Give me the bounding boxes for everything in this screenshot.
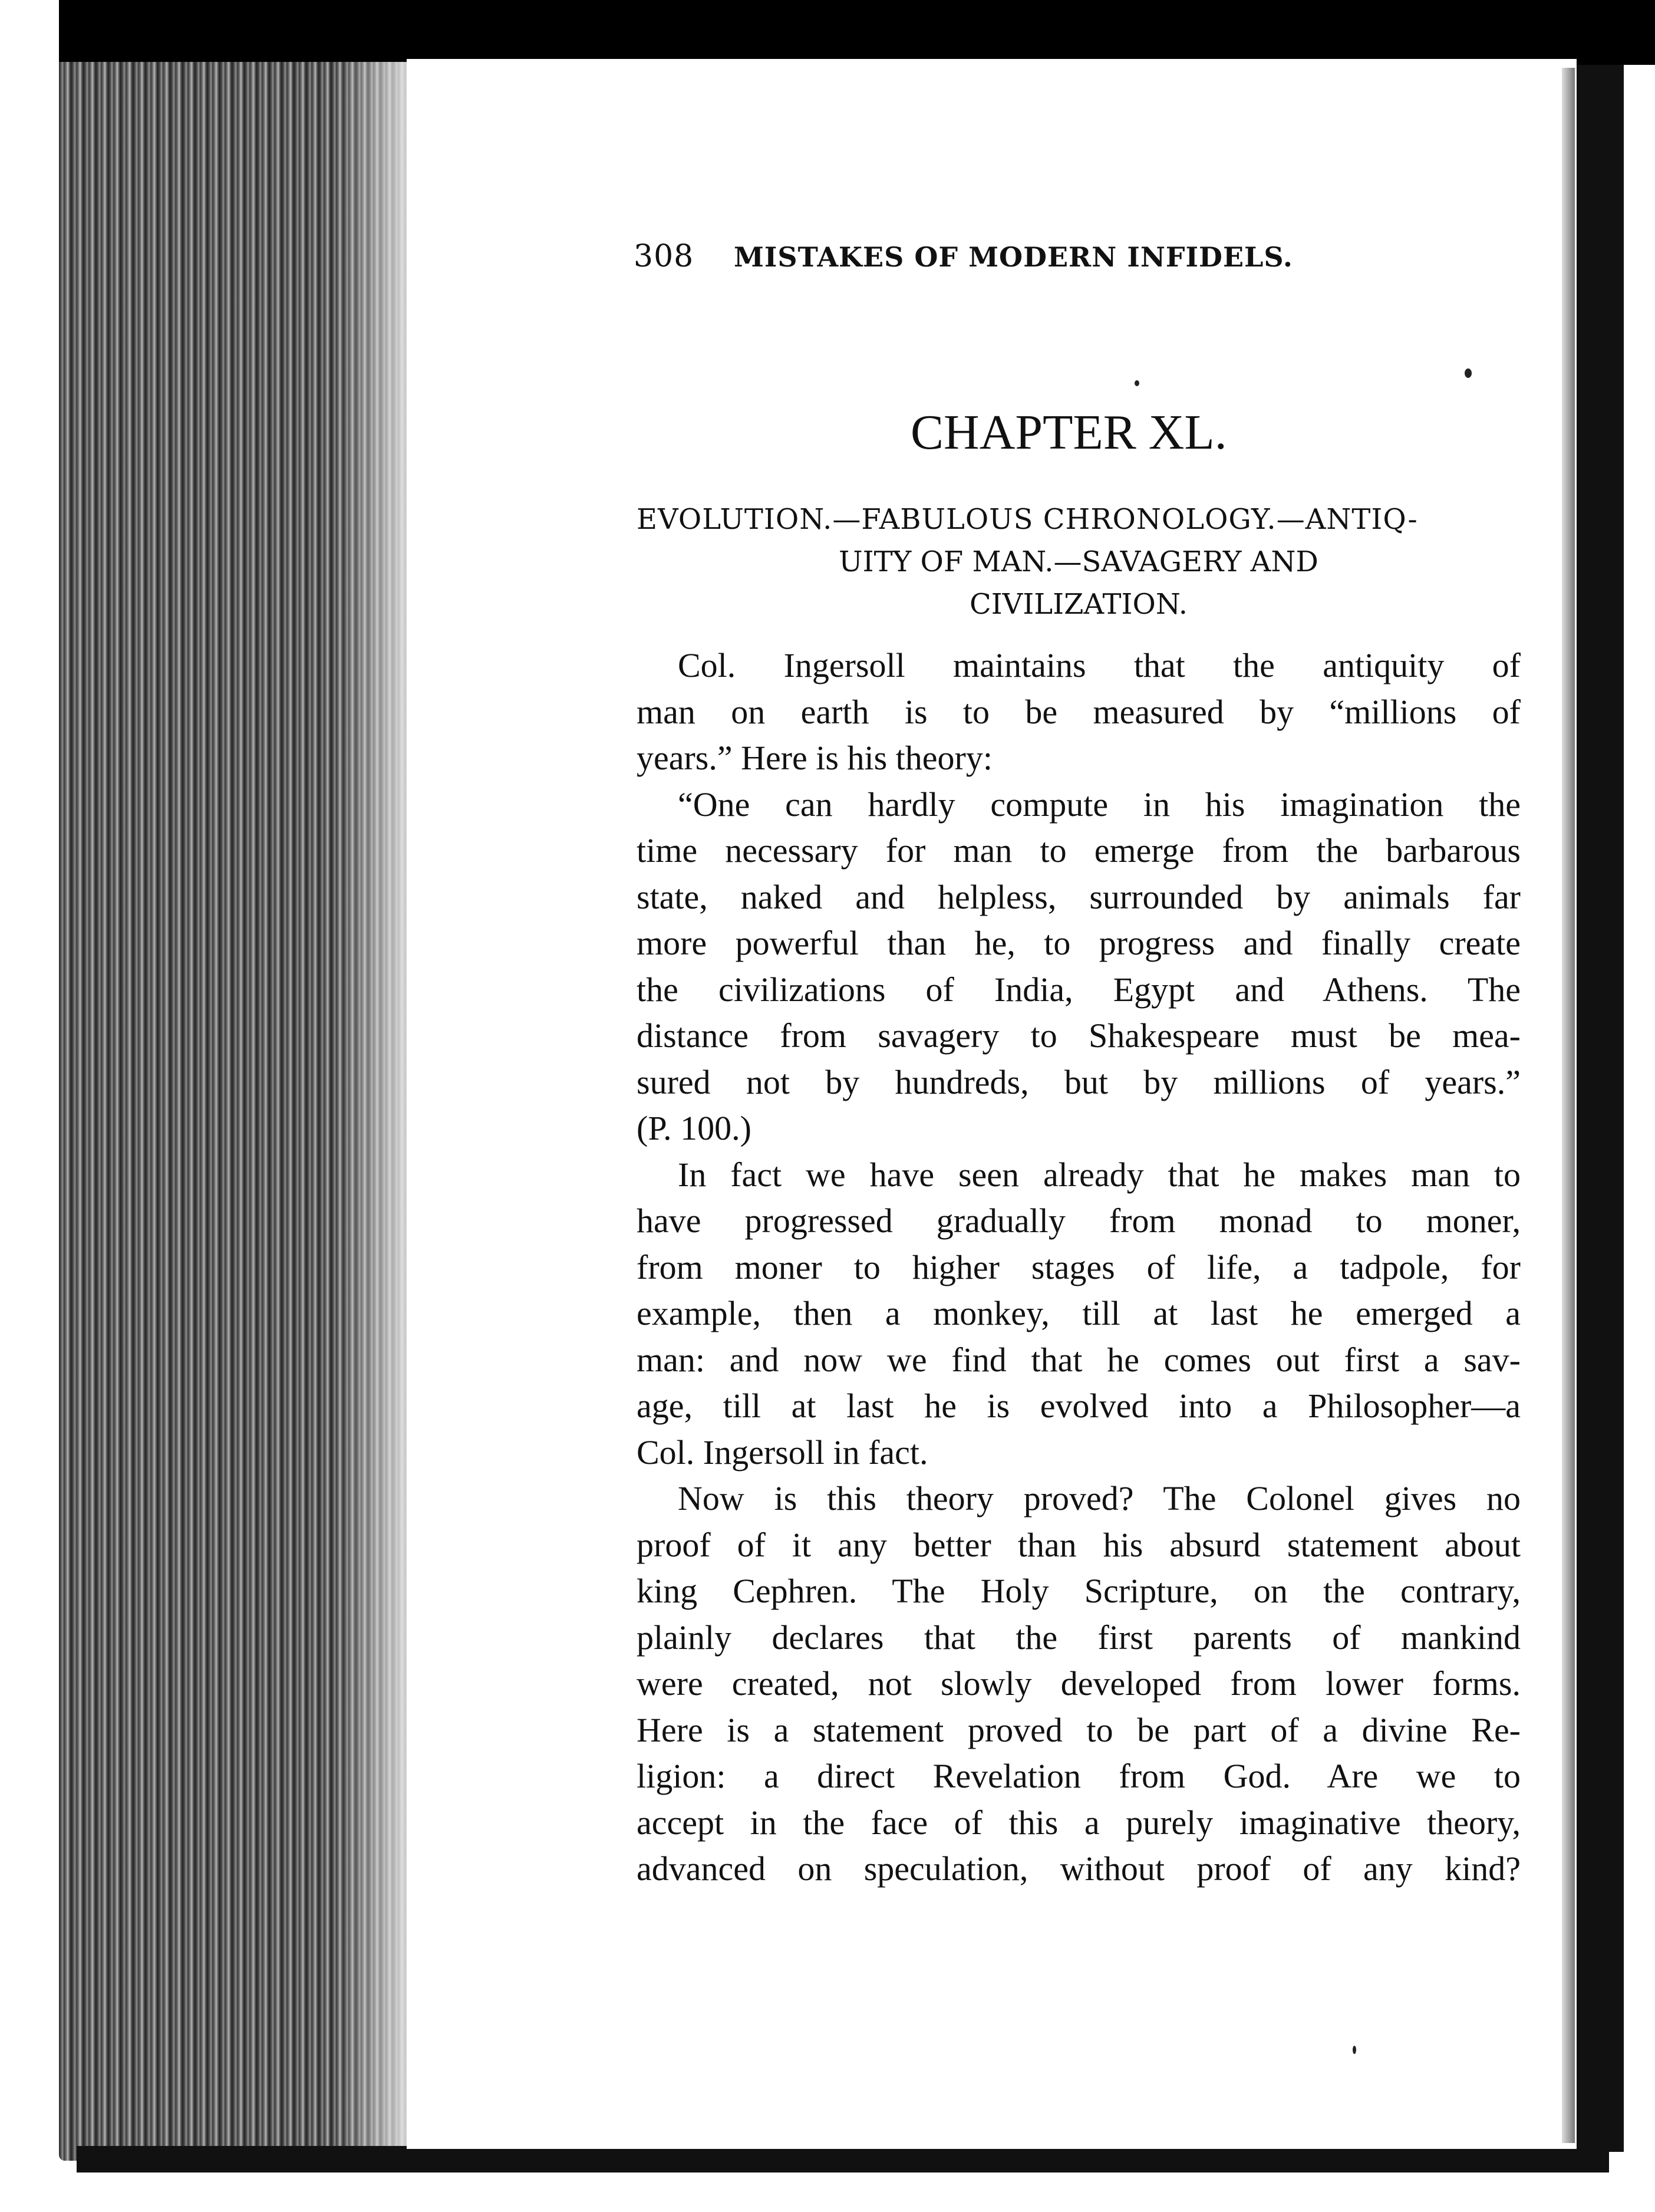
text-line: In fact we have seen already that he makes man to [678,1155,1521,1194]
chapter-subtitle-line: UITY OF MAN.—SAVAGERY AND [839,545,1318,578]
chapter-subtitle [637,498,1521,626]
text-line: years.” Here is his theory: [637,739,993,777]
text-line: from moner to higher stages of life, a tadpole, for [637,1247,1521,1286]
chapter-subtitle-line: EVOLUTION.—FABULOUS CHRONOLOGY.—ANTIQ- [637,503,1418,536]
text-line: Here is a statement proved to be part of a divine Re- [637,1710,1521,1749]
text-line: man: and now we find that he comes out first a sav- [637,1340,1521,1379]
text-line: king Cephren. The Holy Scripture, on the contrary, [637,1572,1521,1610]
book-bottom-edge [77,2146,1609,2172]
text-line: were created, not slowly developed from lower forms. [637,1664,1521,1703]
page-number: 308 [634,239,694,274]
text-line: Now is this theory proved? The Colonel gives no [678,1479,1521,1518]
body-text [637,643,1521,1892]
page-stack-edge [59,62,407,2161]
chapter-subtitle-line: CIVILIZATION. [969,588,1188,621]
scan-speck [1135,380,1139,386]
text-line: have progressed gradually from monad to moner, [637,1202,1521,1240]
text-line: age, till at last he is evolved into a Philosopher—a [637,1387,1521,1425]
scan-speck [1465,368,1472,378]
running-head [634,239,1370,274]
text-line: sured not by hundreds, but by millions of years.” [637,1062,1521,1101]
text-line: plainly declares that the first parents of mankind [637,1618,1521,1657]
text-line: time necessary for man to emerge from the barbarous [637,831,1521,870]
left-margin [0,0,59,2212]
text-line: the civilizations of India, Egypt and Athens. The [637,970,1521,1009]
text-line: more powerful than he, to progress and finally create [637,924,1521,962]
chapter-title: CHAPTER XL. [911,405,1227,460]
text-line: ligion: a direct Revelation from God. Are we to [637,1757,1521,1795]
next-page-edge [1577,65,1624,2152]
text-line: (P. 100.) [637,1109,751,1147]
text-line: state, naked and helpless, surrounded by animals far [637,877,1521,916]
binding-shadow [1562,68,1575,2143]
scanner-background-top [0,0,1655,65]
text-line: example, then a monkey, till at last he emerged a [637,1294,1521,1332]
text-line: accept in the face of this a purely imaginative theory, [637,1803,1521,1842]
text-line: Col. Ingersoll in fact. [637,1433,928,1472]
text-line: man on earth is to be measured by “millions of [637,692,1521,731]
text-line: “One can hardly compute in his imagination the [678,785,1521,824]
text-line: distance from savagery to Shakespeare must be mea- [637,1016,1521,1055]
text-line: proof of it any better than his absurd statement about [637,1525,1521,1564]
scan-speck [1353,2046,1356,2054]
text-line: Col. Ingersoll maintains that the antiquity of [678,646,1521,684]
text-line: advanced on speculation, without proof of any kind? [637,1849,1521,1888]
running-title: MISTAKES OF MODERN INFIDELS. [734,241,1293,273]
right-margin [1624,65,1655,2212]
